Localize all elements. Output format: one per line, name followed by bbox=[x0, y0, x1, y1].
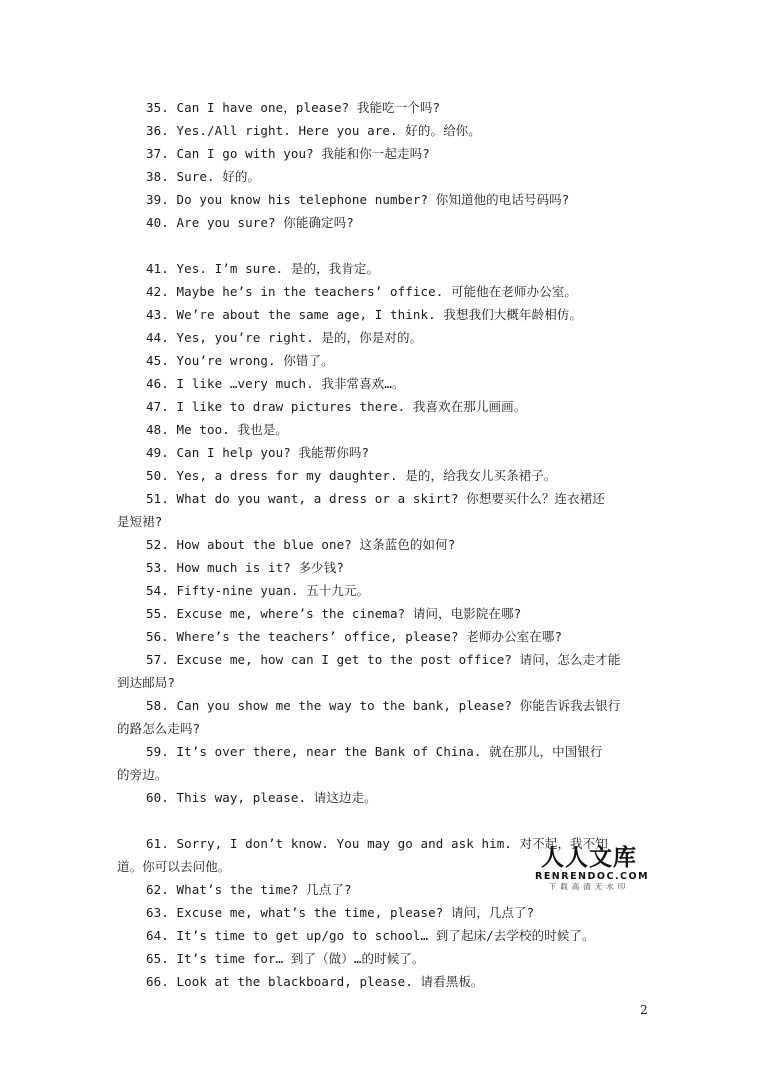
phrase-59: 59. It’s over there, near the Bank of China. 就在那儿，中国银行 bbox=[146, 744, 603, 759]
phrase-46: 46. I like …very much. 我非常喜欢…。 bbox=[146, 376, 405, 391]
paragraph-gap bbox=[117, 234, 652, 257]
phrase-49: 49. Can I help you? 我能帮你吗? bbox=[146, 445, 370, 460]
phrase-56: 56. Where’s the teachers’ office, please? 老师办公室在哪? bbox=[146, 629, 563, 644]
watermark-brand: 人人文库 bbox=[541, 845, 637, 871]
phrase-57-continued: 到达邮局? bbox=[117, 675, 176, 690]
phrase-38: 38. Sure. 好的。 bbox=[146, 169, 261, 184]
phrase-55: 55. Excuse me, where’s the cinema? 请问，电影院在哪? bbox=[146, 606, 522, 621]
watermark-url: RENRENDOC.COM bbox=[535, 871, 650, 882]
phrase-45: 45. You’re wrong. 你错了。 bbox=[146, 353, 334, 368]
page-number: 2 bbox=[640, 1003, 648, 1017]
phrase-41: 41. Yes. I’m sure. 是的，我肯定。 bbox=[146, 261, 380, 276]
phrase-57: 57. Excuse me, how can I get to the post office? 请问，怎么走才能 bbox=[146, 652, 621, 667]
phrase-43: 43. We’re about the same age, I think. 我想我们大概年龄相仿。 bbox=[146, 307, 582, 322]
paragraph-gap bbox=[117, 809, 652, 832]
phrase-51-continued: 是短裙? bbox=[117, 514, 163, 529]
phrase-60: 60. This way, please. 请这边走。 bbox=[146, 790, 377, 805]
phrase-62: 62. What’s the time? 几点了? bbox=[146, 882, 352, 897]
phrase-48: 48. Me too. 我也是。 bbox=[146, 422, 288, 437]
phrase-50: 50. Yes, a dress for my daughter. 是的，给我女儿买条裙子。 bbox=[146, 468, 557, 483]
phrase-58: 58. Can you show me the way to the bank, please? 你能告诉我去银行 bbox=[146, 698, 621, 713]
phrase-40: 40. Are you sure? 你能确定吗? bbox=[146, 215, 354, 230]
phrase-52: 52. How about the blue one? 这条蓝色的如何? bbox=[146, 537, 456, 552]
phrase-61: 61. Sorry, I don’t know. You may go and ask him. 对不起，我不知 bbox=[146, 836, 608, 851]
phrase-64: 64. It’s time to get up/go to school… 到了起床/去学校的时候了。 bbox=[146, 928, 595, 943]
phrase-51: 51. What do you want, a dress or a skirt? 你想要买什么？连衣裙还 bbox=[146, 491, 605, 506]
phrase-66: 66. Look at the blackboard, please. 请看黑板。 bbox=[146, 974, 484, 989]
phrase-36: 36. Yes./All right. Here you are. 好的。给你。 bbox=[146, 123, 481, 138]
phrase-44: 44. Yes, you’re right. 是的，你是对的。 bbox=[146, 330, 423, 345]
phrase-65: 65. It’s time for… 到了（做）…的时候了。 bbox=[146, 951, 425, 966]
phrase-35: 35. Can I have one，please? 我能吃一个吗? bbox=[146, 100, 441, 115]
watermark-logo bbox=[535, 845, 650, 892]
phrase-42: 42. Maybe he’s in the teachers’ office. 可能他在老师办公室。 bbox=[146, 284, 578, 299]
phrase-47: 47. I like to draw pictures there. 我喜欢在那儿画画。 bbox=[146, 399, 527, 414]
phrase-54: 54. Fifty-nine yuan. 五十九元。 bbox=[146, 583, 370, 598]
phrase-53: 53. How much is it? 多少钱? bbox=[146, 560, 344, 575]
phrase-37: 37. Can I go with you? 我能和你一起走吗? bbox=[146, 146, 430, 161]
watermark-tagline: 下载高清无水印 bbox=[548, 882, 630, 891]
phrase-59-continued: 的旁边。 bbox=[117, 767, 168, 782]
phrase-39: 39. Do you know his telephone number? 你知道他的电话号码吗? bbox=[146, 192, 570, 207]
phrase-61-continued: 道。你可以去问他。 bbox=[117, 859, 231, 874]
phrase-58-continued: 的路怎么走吗? bbox=[117, 721, 201, 736]
phrase-63: 63. Excuse me, what’s the time, please? 请问，几点了? bbox=[146, 905, 535, 920]
